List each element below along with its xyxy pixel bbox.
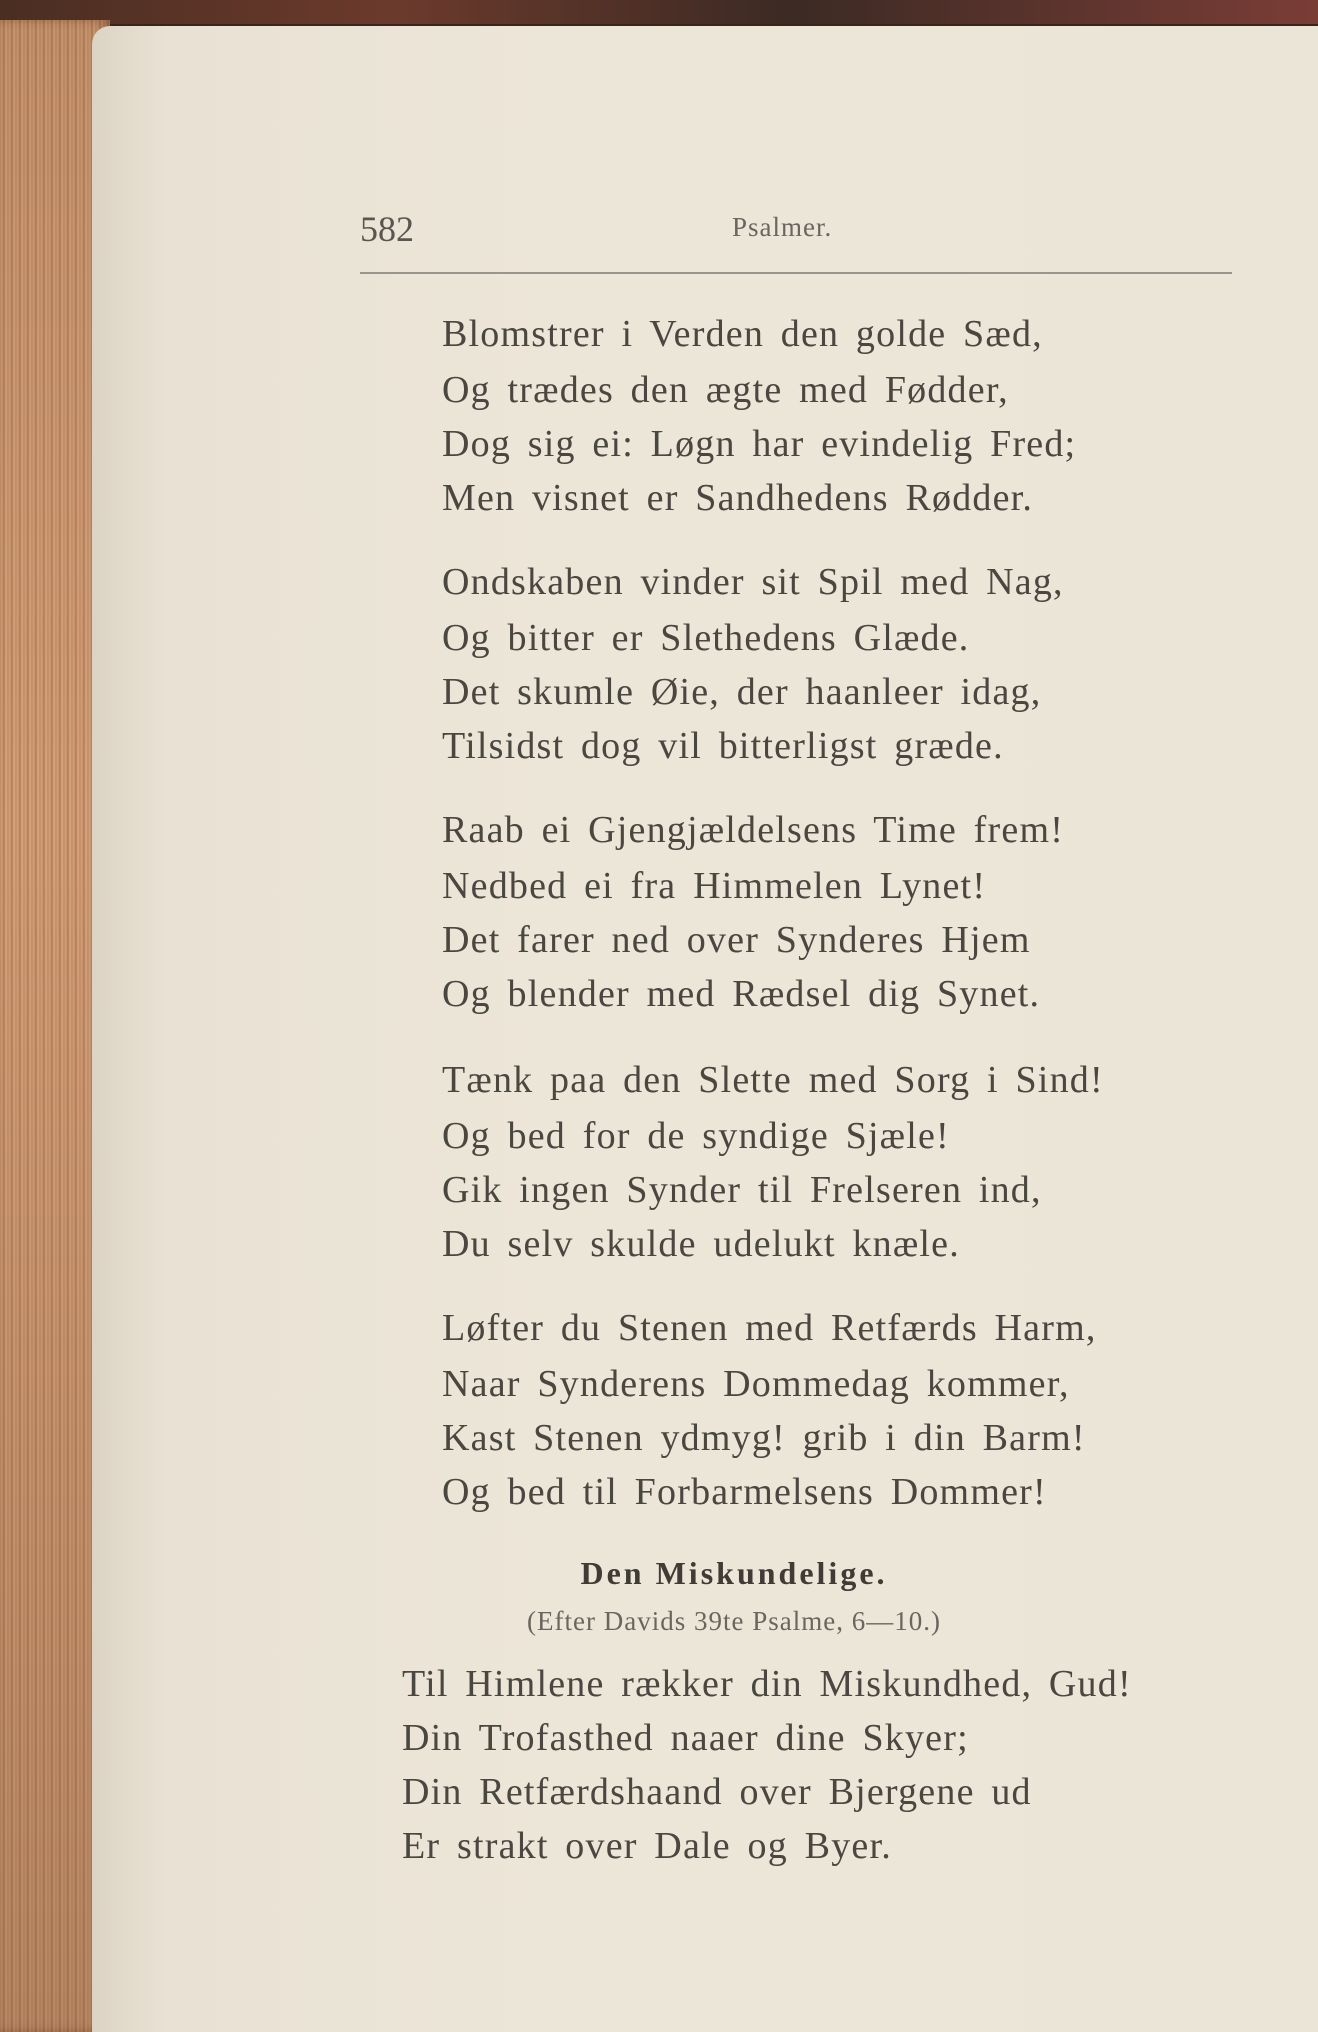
verse-line: Nedbed ei fra Himmelen Lynet!	[442, 865, 987, 907]
verse-line: Og bitter er Slethedens Glæde.	[442, 617, 970, 659]
verse-line: Blomstrer i Verden den golde Sæd,	[442, 313, 1043, 355]
verse-line: Og bed til Forbarmelsens Dommer!	[442, 1471, 1047, 1513]
verse-line: Kast Stenen ydmyg! grib i din Barm!	[442, 1417, 1086, 1459]
verse-line: Tænk paa den Slette med Sorg i Sind!	[442, 1059, 1104, 1101]
verse-line: Ondskaben vinder sit Spil med Nag,	[442, 561, 1064, 603]
verse-line: Tilsidst dog vil bitterligst græde.	[442, 725, 1004, 767]
verse-line: Naar Synderens Dommedag kommer,	[442, 1363, 1070, 1405]
verse-line: Det skumle Øie, der haanleer idag,	[442, 671, 1042, 713]
running-title: Psalmer.	[732, 212, 833, 242]
verse-line: Din Trofasthed naaer dine Skyer;	[402, 1717, 969, 1759]
verse-line: Det farer ned over Synderes Hjem	[442, 919, 1031, 961]
verse-line: Er strakt over Dale og Byer.	[402, 1825, 892, 1867]
verse-line: Og bed for de syndige Sjæle!	[442, 1115, 950, 1157]
verse-line: Men visnet er Sandhedens Rødder.	[442, 477, 1034, 519]
verse-line: Og trædes den ægte med Fødder,	[442, 369, 1009, 411]
verse-line: Gik ingen Synder til Frelseren ind,	[442, 1169, 1042, 1211]
verse-line: Til Himlene rækker din Miskundhed, Gud!	[402, 1663, 1132, 1705]
verse-line: Og blender med Rædsel dig Synet.	[442, 973, 1041, 1015]
page-number: 582	[360, 209, 414, 249]
psalm-subtitle: (Efter Davids 39te Psalme, 6—10.)	[527, 1606, 941, 1636]
psalm-title: Den Miskundelige.	[580, 1555, 888, 1591]
verse-line: Dog sig ei: Løgn har evindelig Fred;	[442, 423, 1077, 465]
verse-line: Du selv skulde udelukt knæle.	[442, 1223, 960, 1265]
book-top-edge	[0, 0, 1318, 24]
verse-line: Raab ei Gjengjældelsens Time frem!	[442, 809, 1065, 851]
header-rule	[360, 272, 1232, 274]
verse-line: Løfter du Stenen med Retfærds Harm,	[442, 1307, 1097, 1349]
verse-line: Din Retfærdshaand over Bjergene ud	[402, 1771, 1032, 1813]
